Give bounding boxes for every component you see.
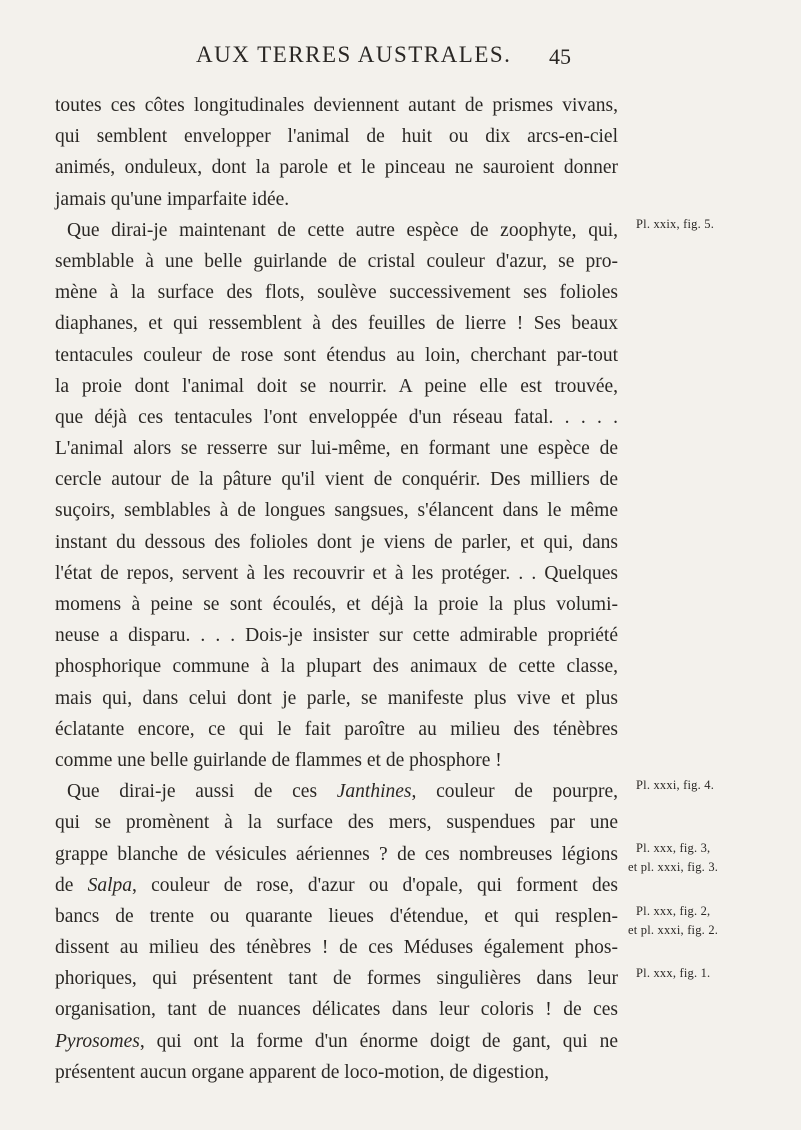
text-line: éclatante encore, ce qui le fait paroître au milieu des ténèbres bbox=[55, 718, 618, 740]
text-line: instant du dessous des folioles dont je viens de parler, et qui, dans bbox=[55, 531, 618, 553]
text-line: présentent aucun organe apparent de loco-motion, de digestion, bbox=[55, 1061, 550, 1083]
text-line: phosphorique commune à la plupart des animaux de cette classe, bbox=[55, 656, 618, 678]
text-line: Que dirai-je aussi de ces Janthines, couleur de pourpre, bbox=[67, 781, 618, 803]
text-line: de Salpa, couleur de rose, d'azur ou d'opale, qui forment des bbox=[55, 874, 619, 896]
margin-note: Pl. xxx, fig. 3, bbox=[636, 841, 711, 855]
text-line: phoriques, qui présentent tant de formes singulières dans leur bbox=[55, 968, 618, 990]
running-title: AUX TERRES AUSTRALES. bbox=[196, 42, 512, 67]
species-name: Janthines bbox=[336, 781, 412, 803]
margin-note: Pl. xxix, fig. 5. bbox=[636, 217, 715, 231]
text-line: L'animal alors se resserre sur lui-même, en formant une espèce de bbox=[55, 438, 618, 460]
body-text bbox=[55, 90, 618, 1088]
text-line: l'état de repos, servent à les recouvrir et à les protéger. . . Quelques bbox=[55, 562, 618, 584]
text-line: la proie dont l'animal doit se nourrir. A peine elle est trouvée, bbox=[55, 375, 618, 397]
margin-note: et pl. xxxi, fig. 3. bbox=[628, 860, 719, 874]
text-line: cercle autour de la pâture qu'il vient de conquérir. Des milliers de bbox=[55, 469, 618, 491]
text-line: neuse a disparu. . . . Dois-je insister sur cette admirable propriété bbox=[55, 625, 618, 647]
text-line: que déjà ces tentacules l'ont enveloppée d'un réseau fatal. . . . . bbox=[55, 406, 618, 428]
text-line: diaphanes, et qui ressemblent à des feuilles de lierre ! Ses beaux bbox=[55, 313, 618, 335]
text-line: animés, onduleux, dont la parole et le pinceau ne sauroient donner bbox=[55, 157, 618, 179]
text-line: comme une belle guirlande de flammes et de phosphore ! bbox=[55, 749, 502, 771]
text-line: mais qui, dans celui dont je parle, se manifeste plus vive et plus bbox=[55, 687, 618, 709]
text-line: qui semblent envelopper l'animal de huit ou dix arcs-en-ciel bbox=[55, 126, 618, 148]
text-line: Que dirai-je maintenant de cette autre espèce de zoophyte, qui, bbox=[67, 219, 618, 241]
species-name: Pyrosomes bbox=[55, 1030, 140, 1052]
margin-note: Pl. xxx, fig. 2, bbox=[636, 904, 711, 918]
text-line: Pyrosomes, qui ont la forme d'un énorme doigt de gant, qui ne bbox=[55, 1030, 618, 1052]
text-line: qui se promènent à la surface des mers, suspendues par une bbox=[55, 812, 618, 834]
species-name: Salpa bbox=[87, 874, 133, 896]
text-line: organisation, tant de nuances délicates dans leur coloris ! de ces bbox=[55, 999, 618, 1021]
text-line: bancs de trente ou quarante lieues d'étendue, et qui resplen- bbox=[55, 905, 618, 927]
text-line: tentacules couleur de rose sont étendus au loin, cherchant par-tout bbox=[55, 344, 618, 366]
margin-note: et pl. xxxi, fig. 2. bbox=[628, 923, 719, 937]
text-line: grappe blanche de vésicules aériennes ? de ces nombreuses légions bbox=[55, 843, 618, 865]
text-line: semblable à une belle guirlande de cristal couleur d'azur, se pro- bbox=[55, 250, 618, 272]
text-line: jamais qu'une imparfaite idée. bbox=[55, 188, 290, 210]
text-line: mène à la surface des flots, soulève successivement ses folioles bbox=[55, 282, 618, 304]
text-line: suçoirs, semblables à de longues sangsues, s'élancent dans le même bbox=[55, 500, 618, 522]
text-line: toutes ces côtes longitudinales deviennent autant de prismes vivans, bbox=[55, 95, 618, 116]
text-line: dissent au milieu des ténèbres ! de ces Méduses également phos- bbox=[55, 937, 618, 959]
margin-note: Pl. xxx, fig. 1. bbox=[636, 966, 711, 980]
page-header bbox=[0, 40, 801, 80]
margin-note: Pl. xxxi, fig. 4. bbox=[636, 778, 715, 792]
page-number: 45 bbox=[549, 44, 571, 69]
text-line: momens à peine se sont écoulés, et déjà la proie la plus volumi- bbox=[55, 594, 618, 615]
